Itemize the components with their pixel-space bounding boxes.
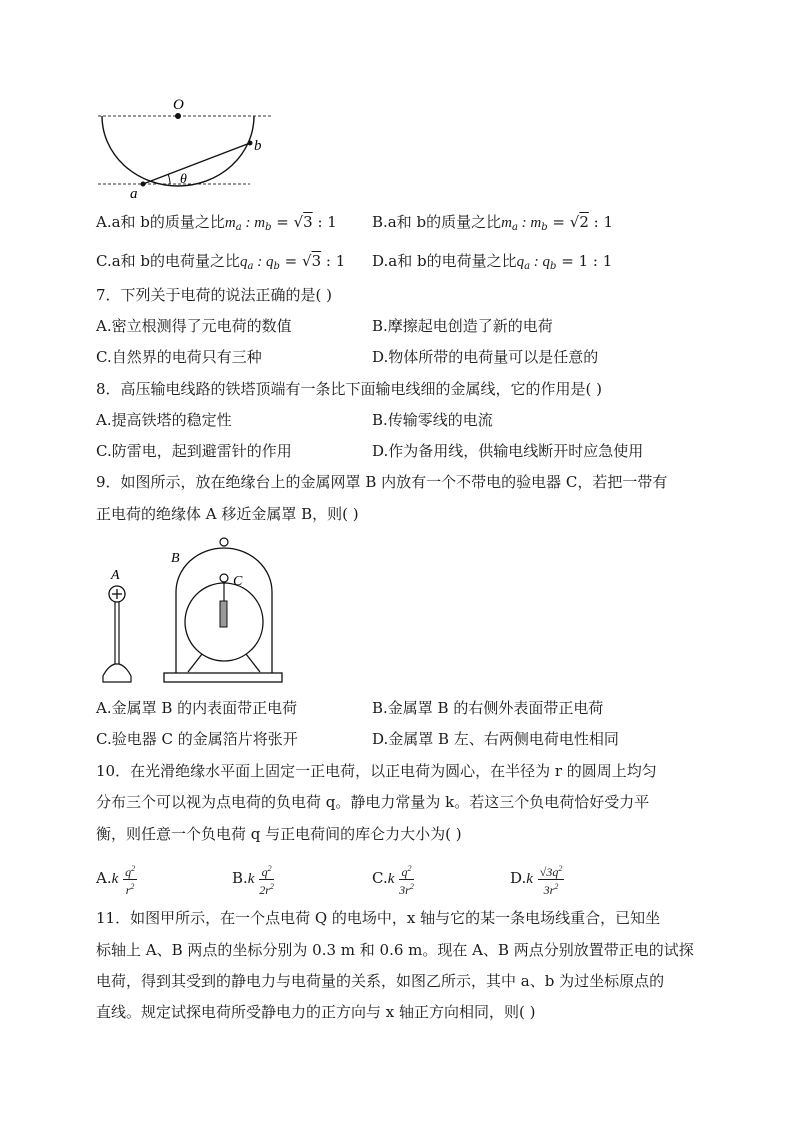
electroscope-leaves <box>220 601 227 627</box>
q9-option-c: C.验电器 C 的金属箔片将张开 <box>96 730 298 748</box>
q9-stem-line1: 9．如图所示，放在绝缘台上的金属网罩 B 内放有一个不带电的验电器 C，若把一带有 <box>96 473 668 491</box>
q11-stem-line4: 直线。规定试探电荷所受静电力的正方向与 x 轴正方向相同，则( ) <box>96 1003 536 1021</box>
q10-stem-line2: 分布三个可以视为点电荷的负电荷 q。静电力常量为 k。若这三个负电荷恰好受力平 <box>96 793 650 811</box>
q6-option-a: A.a和 b的质量之比$m_a$ : $m_b = √3$ : 1 <box>96 213 337 233</box>
q10-option-c: C.k $\frac{q^2}{3r^2}$ <box>372 863 414 897</box>
point-b <box>248 141 253 146</box>
label-c: C <box>233 574 243 589</box>
q9-option-b: B.金属罩 B 的右侧外表面带正电荷 <box>372 699 604 717</box>
q11-stem-line3: 电荷，得到其受到的静电力与电荷量的关系，如图乙所示，其中 a、b 为过坐标原点的 <box>96 972 665 990</box>
q8-option-b: B.传输零线的电流 <box>372 411 493 429</box>
bowl-figure <box>90 92 280 202</box>
q6-option-b: B.a和 b的质量之比$m_a$ : $m_b = √2$ : 1 <box>372 213 614 233</box>
q8-option-c: C.防雷电，起到避雷针的作用 <box>96 442 292 460</box>
theta-arc <box>168 174 170 184</box>
cage-top-knob <box>220 538 228 546</box>
q11-stem-line1: 11．如图甲所示，在一个点电荷 Q 的电场中，x 轴与它的某一条电场线重合，已知坐 <box>96 909 661 927</box>
q7-stem: 7．下列关于电荷的说法正确的是( ) <box>96 286 333 304</box>
q8-option-a: A.提高铁塔的稳定性 <box>96 411 232 429</box>
label-b: B <box>171 551 180 566</box>
q8-option-d: D.作为备用线，供输电线断开时应急使用 <box>372 442 644 460</box>
label-o: O <box>173 97 184 113</box>
electroscope-leg-left <box>188 654 202 672</box>
q11-stem-line2: 标轴上 A、B 两点的坐标分别为 0.3 m 和 0.6 m。现在 A、B 两点分别放置带正电的试探 <box>96 941 694 959</box>
q7-option-b: B.摩擦起电创造了新的电荷 <box>372 317 553 335</box>
label-b: b <box>254 138 262 154</box>
q10-stem-line1: 10．在光滑绝缘水平面上固定一正电荷，以正电荷为圆心，在半径为 r 的圆周上均匀 <box>96 762 657 780</box>
q8-stem: 8．高压输电线路的铁塔顶端有一条比下面输电线细的金属线，它的作用是( ) <box>96 380 603 398</box>
insulating-stand <box>164 673 282 682</box>
q9-option-d: D.金属罩 B 左、右两侧电荷电性相同 <box>372 730 619 748</box>
q10-stem-line3: 衡，则任意一个负电荷 q 与正电荷间的库仑力大小为( ) <box>96 825 462 843</box>
q10-option-d: D.k $\frac{√3q^2}{3r^2}$ <box>510 863 563 897</box>
electroscope-leg-right <box>246 654 260 672</box>
q9-stem-line2: 正电荷的绝缘体 A 移近金属罩 B，则( ) <box>96 505 359 523</box>
q7-option-a: A.密立根测得了元电荷的数值 <box>96 317 292 335</box>
bowl-arc <box>102 116 254 186</box>
label-a: A <box>111 568 120 583</box>
q6-option-c: C.a和 b的电荷量之比$q_a$ : $q_b = √3$ : 1 <box>96 252 346 272</box>
q6-option-d: D.a和 b的电荷量之比$q_a$ : $q_b = 1$ : 1 <box>372 252 613 272</box>
rod-base <box>103 664 131 682</box>
q10-option-b: B.k $\frac{q^2}{2r^2}$ <box>232 863 274 897</box>
q7-option-d: D.物体所带的电荷量可以是任意的 <box>372 348 599 366</box>
point-o <box>175 113 181 119</box>
label-a: a <box>130 186 138 202</box>
electroscope-knob <box>220 574 228 582</box>
q7-option-c: C.自然界的电荷只有三种 <box>96 348 262 366</box>
point-a <box>141 182 146 187</box>
q10-option-a: A.k $\frac{q^2}{r^2}$ <box>96 863 136 897</box>
label-theta: θ <box>180 172 187 187</box>
faraday-cage-figure <box>96 530 286 690</box>
q9-option-a: A.金属罩 B 的内表面带正电荷 <box>96 699 298 717</box>
